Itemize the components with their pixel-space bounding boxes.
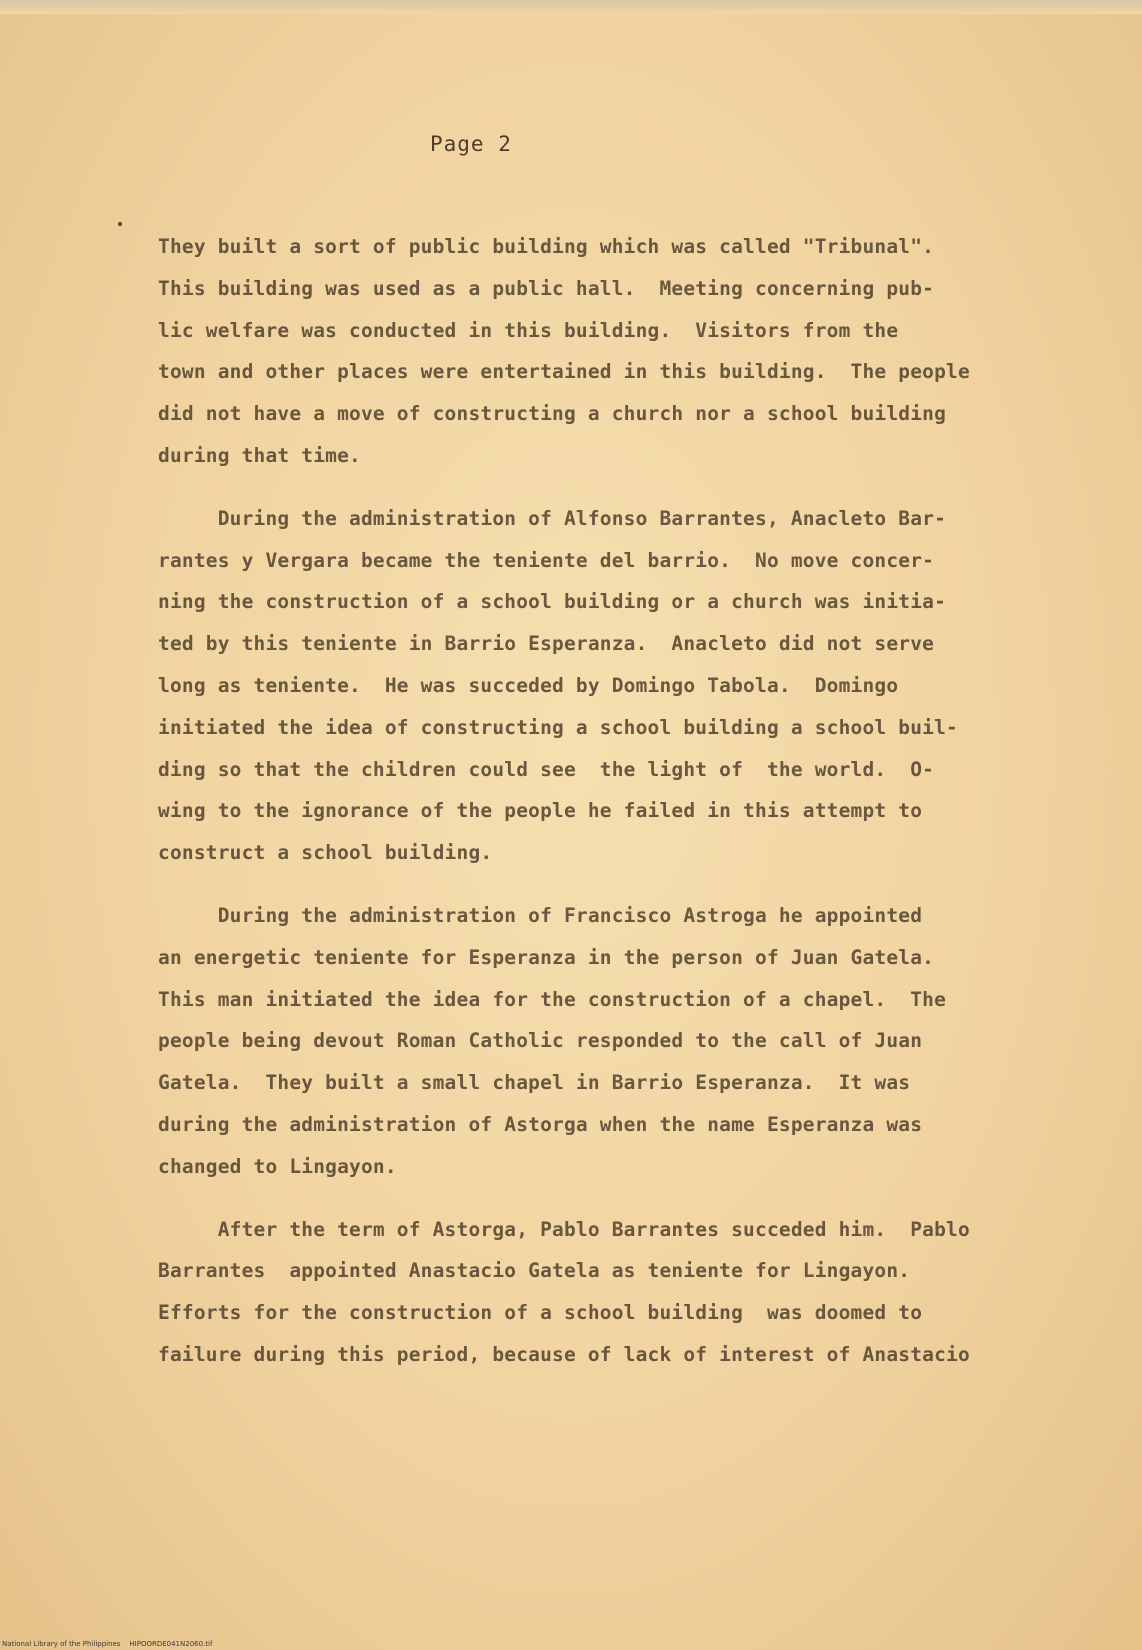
text-line: This building was used as a public hall. Meeting concerning pub- xyxy=(158,276,935,300)
text-line: After the term of Astorga, Pablo Barrantes succeded him. Pablo xyxy=(158,1217,970,1241)
text-line: long as teniente. He was succeded by Domingo Tabola. Domingo xyxy=(158,673,899,697)
text-line: construct a school building. xyxy=(158,841,493,865)
text-line: during that time. xyxy=(158,443,361,467)
paragraph-gap xyxy=(158,1188,1058,1209)
archive-footer: National Library of the Philippines HIPOORDE041N2060.tif xyxy=(2,1640,213,1648)
text-line: during the administration of Astorga when the name Esperanza was xyxy=(158,1112,923,1136)
margin-mark xyxy=(118,222,122,226)
text-line: did not have a move of constructing a church nor a school building xyxy=(158,402,947,426)
text-line: an energetic teniente for Esperanza in the person of Juan Gatela. xyxy=(158,945,935,969)
text-line: rantes y Vergara became the teniente del barrio. No move concer- xyxy=(158,548,935,572)
text-line: initiated the idea of constructing a school building a school buil- xyxy=(158,715,958,739)
text-line: ted by this teniente in Barrio Esperanza. Anacleto did not serve xyxy=(158,632,935,656)
text-line: people being devout Roman Catholic responded to the call of Juan xyxy=(158,1029,923,1053)
paragraph-4 xyxy=(158,1209,1058,1376)
text-line: They built a sort of public building which was called "Tribunal". xyxy=(158,235,935,258)
paragraph-3 xyxy=(158,895,1058,1188)
document-body xyxy=(158,226,1058,1376)
text-line: During the administration of Alfonso Barrantes, Anacleto Bar- xyxy=(158,506,947,530)
page-number: Page 2 xyxy=(430,132,512,156)
paragraph-gap xyxy=(158,874,1058,895)
text-line: changed to Lingayon. xyxy=(158,1154,397,1178)
text-line: failure during this period, because of lack of interest of Anastacio xyxy=(158,1342,970,1366)
text-line: Gatela. They built a small chapel in Barrio Esperanza. It was xyxy=(158,1071,911,1095)
paragraph-2 xyxy=(158,498,1058,874)
text-line: During the administration of Francisco Astroga he appointed xyxy=(158,903,923,927)
paragraph-gap xyxy=(158,477,1058,498)
text-line: Barrantes appointed Anastacio Gatela as teniente for Lingayon. xyxy=(158,1259,911,1283)
text-line: Efforts for the construction of a school building was doomed to xyxy=(158,1301,923,1325)
text-line: town and other places were entertained in this building. The people xyxy=(158,360,970,384)
paragraph-1 xyxy=(158,226,1058,477)
text-line: lic welfare was conducted in this building. Visitors from the xyxy=(158,318,899,342)
text-line: wing to the ignorance of the people he failed in this attempt to xyxy=(158,799,923,823)
text-line: This man initiated the idea for the construction of a chapel. The xyxy=(158,987,947,1011)
text-line: ning the construction of a school building or a church was initia- xyxy=(158,590,947,614)
text-line: ding so that the children could see the light of the world. O- xyxy=(158,757,935,781)
scan-edge xyxy=(0,0,1142,14)
